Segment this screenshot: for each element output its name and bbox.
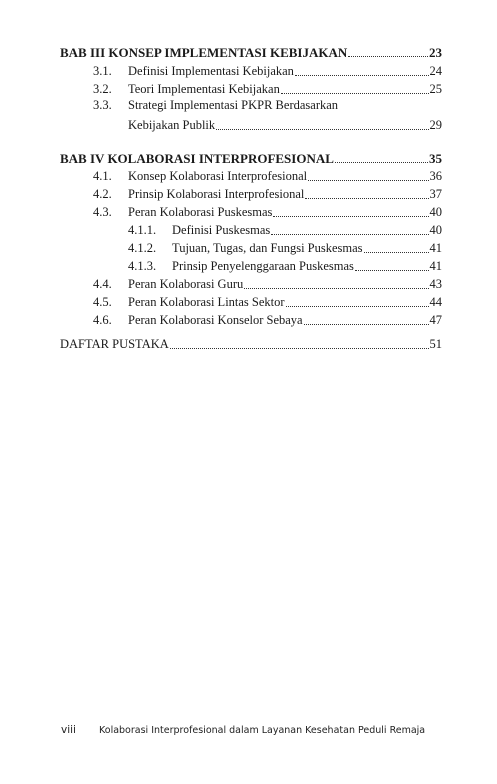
toc-entry-4-5[interactable] bbox=[93, 292, 442, 310]
toc-entry-daftar-pustaka[interactable] bbox=[60, 334, 442, 352]
toc-leader-dots bbox=[216, 128, 428, 130]
toc-entry-title: Prinsip Kolaborasi Interprofesional bbox=[128, 187, 305, 201]
toc-entry-page: 23 bbox=[429, 45, 442, 60]
footer-book-title: Kolaborasi Interprofesional dalam Layanan Kesehatan Peduli Remaja bbox=[99, 724, 426, 736]
toc-entry-title: Peran Kolaborasi Konselor Sebaya bbox=[128, 313, 303, 327]
footer-page-number: viii bbox=[61, 724, 76, 736]
toc-leader-dots bbox=[281, 92, 429, 94]
toc-entry-3-3[interactable] bbox=[128, 115, 442, 133]
toc-entry-page: 29 bbox=[429, 118, 442, 132]
toc-entry-4-1-1[interactable] bbox=[128, 220, 442, 238]
toc-entry-3-3-title-line1[interactable]: Strategi Implementasi PKPR Berdasarkan bbox=[128, 98, 339, 112]
toc-leader-dots bbox=[273, 215, 428, 217]
toc-entry-page: 40 bbox=[429, 223, 442, 237]
toc-entry-title: Prinsip Penyelenggaraan Puskesmas bbox=[172, 259, 354, 273]
toc-entry-page: 44 bbox=[429, 295, 442, 309]
toc-entry-page: 41 bbox=[429, 259, 442, 273]
toc-entry-title: BAB IV KOLABORASI INTERPROFESIONAL bbox=[60, 151, 334, 166]
toc-entry-4-1-2[interactable] bbox=[128, 238, 442, 256]
toc-entry-bab-4[interactable] bbox=[60, 148, 442, 166]
toc-entry-title: Peran Kolaborasi Lintas Sektor bbox=[128, 295, 285, 309]
toc-entry-page: 36 bbox=[429, 169, 442, 183]
toc-leader-dots bbox=[355, 269, 429, 271]
toc-leader-dots bbox=[170, 347, 429, 349]
toc-entry-page: 41 bbox=[429, 241, 442, 255]
toc-entry-number: 4.1.3. bbox=[128, 259, 157, 273]
toc-entry-3-2[interactable] bbox=[93, 79, 442, 97]
toc-entry-number: 4.1.1. bbox=[128, 223, 157, 237]
toc-leader-dots bbox=[304, 323, 429, 325]
toc-leader-dots bbox=[335, 161, 428, 163]
toc-entry-4-1-3[interactable] bbox=[128, 256, 442, 274]
toc-entry-number: 4.4. bbox=[93, 277, 112, 291]
page-footer bbox=[61, 722, 441, 738]
toc-entry-4-6[interactable] bbox=[93, 310, 442, 328]
toc-entry-number: 4.2. bbox=[93, 187, 112, 201]
toc-entry-page: 47 bbox=[429, 313, 442, 327]
toc-leader-dots bbox=[308, 179, 428, 181]
toc-entry-page: 24 bbox=[429, 64, 442, 78]
toc-entry-title: Teori Implementasi Kebijakan bbox=[128, 82, 280, 96]
toc-entry-4-4[interactable] bbox=[93, 274, 442, 292]
toc-entry-title: DAFTAR PUSTAKA bbox=[60, 337, 169, 351]
toc-entry-title: Definisi Implementasi Kebijakan bbox=[128, 64, 294, 78]
toc-entry-page: 37 bbox=[429, 187, 442, 201]
toc-entry-page: 43 bbox=[429, 277, 442, 291]
toc-entry-3-3-number: 3.3. bbox=[93, 98, 112, 112]
toc-entry-page: 35 bbox=[429, 151, 442, 166]
toc-entry-page: 40 bbox=[429, 205, 442, 219]
toc-leader-dots bbox=[305, 197, 428, 199]
toc-leader-dots bbox=[364, 251, 429, 253]
toc-entry-4-2[interactable] bbox=[93, 184, 442, 202]
toc-entry-number: 3.2. bbox=[93, 82, 112, 96]
toc-entry-number: 4.5. bbox=[93, 295, 112, 309]
toc-entry-page: 25 bbox=[429, 82, 442, 96]
toc-entry-title: BAB III KONSEP IMPLEMENTASI KEBIJAKAN bbox=[60, 45, 348, 60]
toc-entry-page: 51 bbox=[429, 337, 442, 351]
toc-leader-dots bbox=[244, 287, 428, 289]
toc-entry-number: 4.1. bbox=[93, 169, 112, 183]
toc-entry-3-1[interactable] bbox=[93, 61, 442, 79]
toc-entry-number: 4.6. bbox=[93, 313, 112, 327]
toc-leader-dots bbox=[348, 55, 428, 57]
toc-entry-number: 4.1.2. bbox=[128, 241, 157, 255]
toc-entry-title: Konsep Kolaborasi Interprofesional bbox=[128, 169, 308, 183]
toc-entry-title: Peran Kolaborasi Puskesmas bbox=[128, 205, 273, 219]
toc-leader-dots bbox=[271, 233, 428, 235]
toc-entry-title: Definisi Puskesmas bbox=[172, 223, 271, 237]
toc-entry-bab-3[interactable] bbox=[60, 42, 442, 60]
toc-entry-4-1[interactable] bbox=[93, 166, 442, 184]
toc-entry-title: Peran Kolaborasi Guru bbox=[128, 277, 244, 291]
toc-leader-dots bbox=[295, 74, 429, 76]
toc-entry-number: 4.3. bbox=[93, 205, 112, 219]
toc-entry-title: Kebijakan Publik bbox=[128, 118, 216, 132]
toc-leader-dots bbox=[286, 305, 429, 307]
toc-entry-4-3[interactable] bbox=[93, 202, 442, 220]
toc-entry-title: Tujuan, Tugas, dan Fungsi Puskesmas bbox=[172, 241, 363, 255]
toc-entry-number: 3.1. bbox=[93, 64, 112, 78]
